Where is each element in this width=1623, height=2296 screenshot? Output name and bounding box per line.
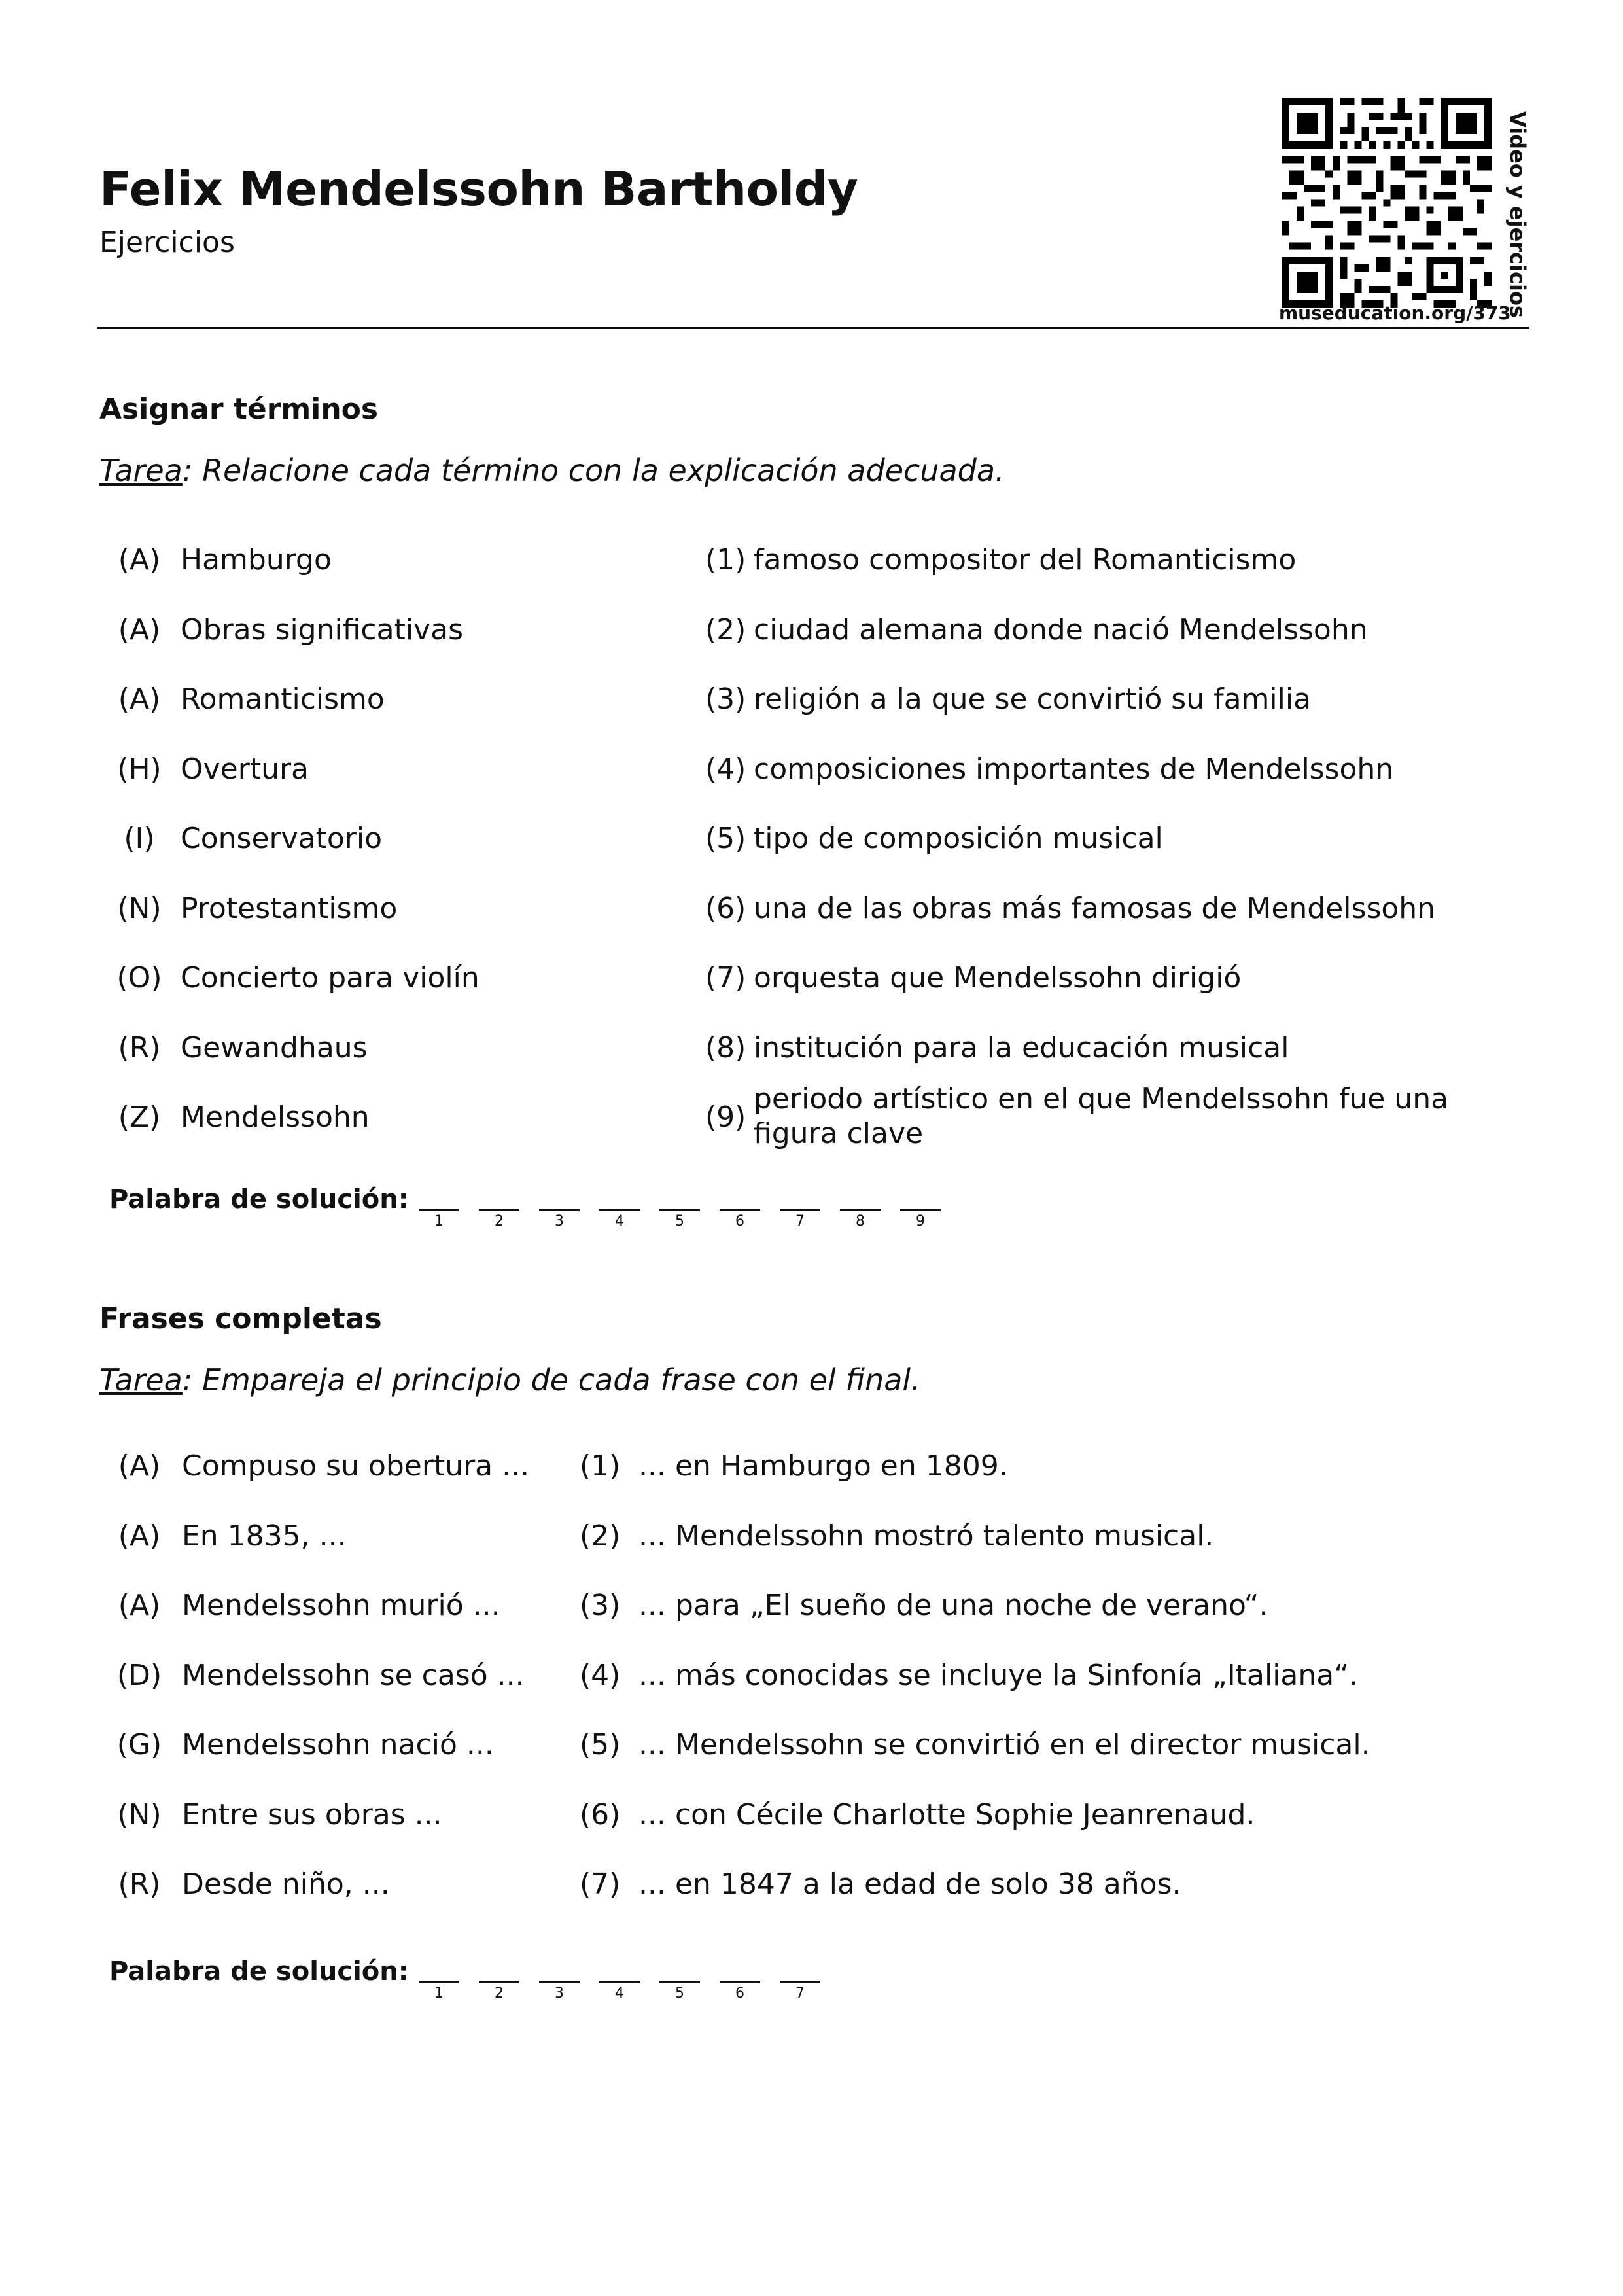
sentence-start-text: En 1835, ... [182, 1519, 347, 1553]
solution-blank-number: 2 [495, 1985, 504, 2002]
explanation-number: (5) [705, 822, 746, 855]
section1-task-label: Tarea [99, 453, 183, 488]
term-letter: (I) [124, 822, 155, 855]
solution-blank-number: 5 [675, 1985, 684, 2002]
solution-blank-number: 3 [555, 1213, 564, 1229]
solution-blank [840, 1209, 881, 1211]
term-text: Conservatorio [181, 822, 383, 855]
sentence-ending-number: (5) [580, 1728, 621, 1761]
section2-task-label: Tarea [99, 1362, 183, 1398]
solution-blank-number: 6 [735, 1213, 744, 1229]
solution-blank [539, 1209, 580, 1211]
term-letter: (A) [118, 612, 161, 646]
sentence-ending-text: ... en Hamburgo en 1809. [638, 1449, 1008, 1483]
solution-blank [720, 1209, 760, 1211]
solution-blank-number: 8 [856, 1213, 865, 1229]
section2-solution-label: Palabra de solución: [109, 1956, 409, 1987]
sentence-start-letter: (A) [118, 1589, 161, 1622]
sentence-start-letter: (A) [118, 1449, 161, 1483]
explanation-text: tipo de composición musical [754, 822, 1163, 855]
explanation-text: orquesta que Mendelssohn dirigió [754, 961, 1242, 995]
term-text: Obras significativas [181, 612, 463, 646]
header-divider [97, 327, 1529, 329]
term-letter: (R) [118, 1031, 161, 1065]
solution-blank [780, 1981, 820, 1983]
explanation-text: ciudad alemana donde nació Mendelssohn [754, 612, 1368, 646]
explanation-number: (2) [705, 612, 746, 646]
sentence-ending-text: ... para „El sueño de una noche de verano“. [638, 1589, 1268, 1622]
solution-blank [479, 1209, 519, 1211]
section1-solution-label: Palabra de solución: [109, 1184, 409, 1214]
sentence-start-text: Mendelssohn se casó ... [182, 1658, 525, 1692]
sentence-ending-number: (4) [580, 1658, 621, 1692]
solution-blank-number: 6 [735, 1985, 744, 2002]
term-text: Overtura [181, 752, 309, 786]
sentence-start-text: Compuso su obertura ... [182, 1449, 530, 1483]
term-text: Protestantismo [181, 891, 398, 925]
explanation-text: una de las obras más famosas de Mendelssohn [754, 891, 1436, 925]
sentence-ending-text: ... Mendelssohn mostró talento musical. [638, 1519, 1214, 1553]
term-letter: (Z) [118, 1101, 161, 1134]
explanation-text: religión a la que se convirtió su familia [754, 682, 1312, 716]
sentence-ending-text: ... con Cécile Charlotte Sophie Jeanrenaud. [638, 1797, 1255, 1831]
term-letter: (H) [117, 752, 162, 786]
solution-blank-number: 1 [434, 1985, 444, 2002]
sentence-ending-text: ... Mendelssohn se convirtió en el director musical. [638, 1728, 1370, 1761]
term-text: Hamburgo [181, 543, 332, 576]
term-text: Mendelssohn [181, 1101, 370, 1134]
solution-blank [720, 1981, 760, 1983]
term-letter: (A) [118, 682, 161, 716]
explanation-number: (9) [705, 1101, 746, 1134]
section1-task [99, 453, 1005, 488]
explanation-number: (1) [705, 543, 746, 576]
sentence-start-text: Mendelssohn nació ... [182, 1728, 494, 1761]
term-letter: (O) [116, 961, 162, 995]
term-text: Gewandhaus [181, 1031, 368, 1065]
sentence-ending-number: (7) [580, 1867, 621, 1901]
solution-blank-number: 4 [615, 1213, 624, 1229]
solution-blank [479, 1981, 519, 1983]
section2-task [99, 1362, 920, 1398]
solution-blank-number: 2 [495, 1213, 504, 1229]
solution-blank-number: 5 [675, 1213, 684, 1229]
explanation-text: famoso compositor del Romanticismo [754, 543, 1297, 576]
section1-task-text: : Relacione cada término con la explicación adecuada. [182, 453, 1005, 488]
sentence-start-letter: (D) [116, 1658, 162, 1692]
qr-side-label: Video y ejercicios [1505, 111, 1530, 318]
section2-heading: Frases completas [99, 1302, 382, 1335]
term-letter: (A) [118, 543, 161, 576]
page-title: Felix Mendelssohn Bartholdy [99, 162, 858, 217]
qr-url-label[interactable]: museducation.org/373 [1279, 302, 1511, 324]
solution-blank [599, 1981, 640, 1983]
term-letter: (N) [117, 891, 162, 925]
explanation-text: composiciones importantes de Mendelssohn [754, 752, 1394, 786]
explanation-number: (6) [705, 891, 746, 925]
sentence-ending-text: ... en 1847 a la edad de solo 38 años. [638, 1867, 1181, 1901]
term-text: Concierto para violín [181, 961, 480, 995]
page-subtitle: Ejercicios [99, 226, 235, 259]
term-text: Romanticismo [181, 682, 385, 716]
solution-blank-number: 7 [795, 1985, 805, 2002]
section2-task-text: : Empareja el principio de cada frase con el final. [182, 1362, 920, 1398]
sentence-ending-number: (3) [580, 1589, 621, 1622]
sentence-ending-number: (1) [580, 1449, 621, 1483]
sentence-start-letter: (G) [116, 1728, 162, 1761]
sentence-start-text: Desde niño, ... [182, 1867, 390, 1901]
section1-heading: Asignar términos [99, 393, 379, 426]
solution-blank [539, 1981, 580, 1983]
sentence-ending-text: ... más conocidas se incluye la Sinfonía „Italiana“. [638, 1658, 1359, 1692]
sentence-start-text: Mendelssohn murió ... [182, 1589, 500, 1622]
sentence-ending-number: (2) [580, 1519, 621, 1553]
explanation-text: periodo artístico en el que Mendelssohn fue una figura clave [754, 1082, 1449, 1150]
solution-blank-number: 7 [795, 1213, 805, 1229]
solution-blank-number: 9 [916, 1213, 925, 1229]
solution-blank [419, 1981, 459, 1983]
qr-code[interactable] [1282, 98, 1492, 308]
sentence-ending-number: (6) [580, 1797, 621, 1831]
explanation-number: (4) [705, 752, 746, 786]
solution-blank [419, 1209, 459, 1211]
solution-blank [659, 1209, 700, 1211]
solution-blank-number: 1 [434, 1213, 444, 1229]
sentence-start-text: Entre sus obras ... [182, 1797, 442, 1831]
explanation-number: (8) [705, 1031, 746, 1065]
sentence-start-letter: (N) [117, 1797, 162, 1831]
sentence-start-letter: (R) [118, 1867, 161, 1901]
sentence-start-letter: (A) [118, 1519, 161, 1553]
solution-blank-number: 4 [615, 1985, 624, 2002]
solution-blank [599, 1209, 640, 1211]
solution-blank [900, 1209, 941, 1211]
explanation-text: institución para la educación musical [754, 1031, 1289, 1065]
solution-blank-number: 3 [555, 1985, 564, 2002]
explanation-number: (7) [705, 961, 746, 995]
solution-blank [659, 1981, 700, 1983]
explanation-number: (3) [705, 682, 746, 716]
solution-blank [780, 1209, 820, 1211]
